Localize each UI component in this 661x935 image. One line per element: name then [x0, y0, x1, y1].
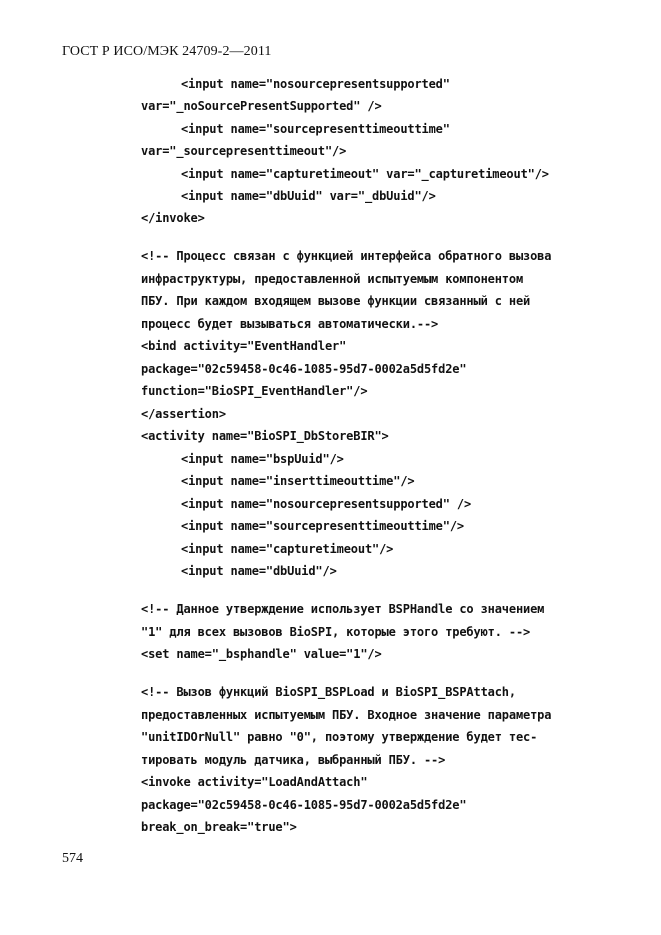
page-number: 574	[62, 851, 83, 866]
code-line: function="BioSPI_EventHandler"/>	[141, 384, 368, 398]
code-line: package="02c59458-0c46-1085-95d7-0002a5d5fd2e"	[141, 798, 467, 812]
code-line: <input name="capturetimeout" var="_capturetimeout"/>	[181, 167, 549, 181]
code-comment-line: <!-- Процесс связан с функцией интерфейса обратного вызова	[141, 249, 552, 263]
code-line: <input name="dbUuid"/>	[181, 564, 337, 578]
code-line: <input name="sourcepresenttimeouttime"	[181, 122, 450, 136]
code-line: <input name="sourcepresenttimeouttime"/>	[181, 519, 464, 533]
code-line: break_on_break="true">	[141, 820, 297, 834]
code-line: <set name="_bsphandle" value="1"/>	[141, 647, 382, 661]
code-line: <activity name="BioSPI_DbStoreBIR">	[141, 429, 389, 443]
code-line: <input name="dbUuid" var="_dbUuid"/>	[181, 189, 436, 203]
code-comment-line: ПБУ. При каждом входящем вызове функции связанный с ней	[141, 294, 531, 308]
document-header: ГОСТ Р ИСО/МЭК 24709-2—2011	[62, 44, 272, 59]
code-comment-line: <!-- Данное утверждение использует BSPHandle со значением	[141, 602, 545, 616]
code-comment-line: инфраструктуры, предоставленной испытуемым компонентом	[141, 272, 524, 286]
code-comment-line: предоставленных испытуемым ПБУ. Входное значение параметра	[141, 708, 552, 722]
code-line: <input name="capturetimeout"/>	[181, 542, 394, 556]
code-line: var="_noSourcePresentSupported" />	[141, 99, 382, 113]
code-line: <bind activity="EventHandler"	[141, 339, 347, 353]
code-line: <input name="inserttimeouttime"/>	[181, 474, 415, 488]
code-line: package="02c59458-0c46-1085-95d7-0002a5d5fd2e"	[141, 362, 467, 376]
code-line: <input name="bspUuid"/>	[181, 452, 344, 466]
code-comment-line: тировать модуль датчика, выбранный ПБУ. -->	[141, 753, 446, 767]
code-comment-line: <!-- Вызов функций BioSPI_BSPLoad и BioSPI_BSPAttach,	[141, 685, 516, 699]
code-line: <input name="nosourcepresentsupported" />	[181, 497, 472, 511]
code-line: <invoke activity="LoadAndAttach"	[141, 775, 368, 789]
code-comment-line: процесс будет вызываться автоматически.-->	[141, 317, 439, 331]
code-line: var="_sourcepresenttimeout"/>	[141, 144, 347, 158]
code-comment-line: "1" для всех вызовов BioSPI, которые этого требуют. -->	[141, 625, 531, 639]
code-line: </assertion>	[141, 407, 226, 421]
code-line: <input name="nosourcepresentsupported"	[181, 77, 450, 91]
code-line: </invoke>	[141, 211, 205, 225]
code-comment-line: "unitIDOrNull" равно "0", поэтому утверждение будет тес-	[141, 730, 538, 744]
